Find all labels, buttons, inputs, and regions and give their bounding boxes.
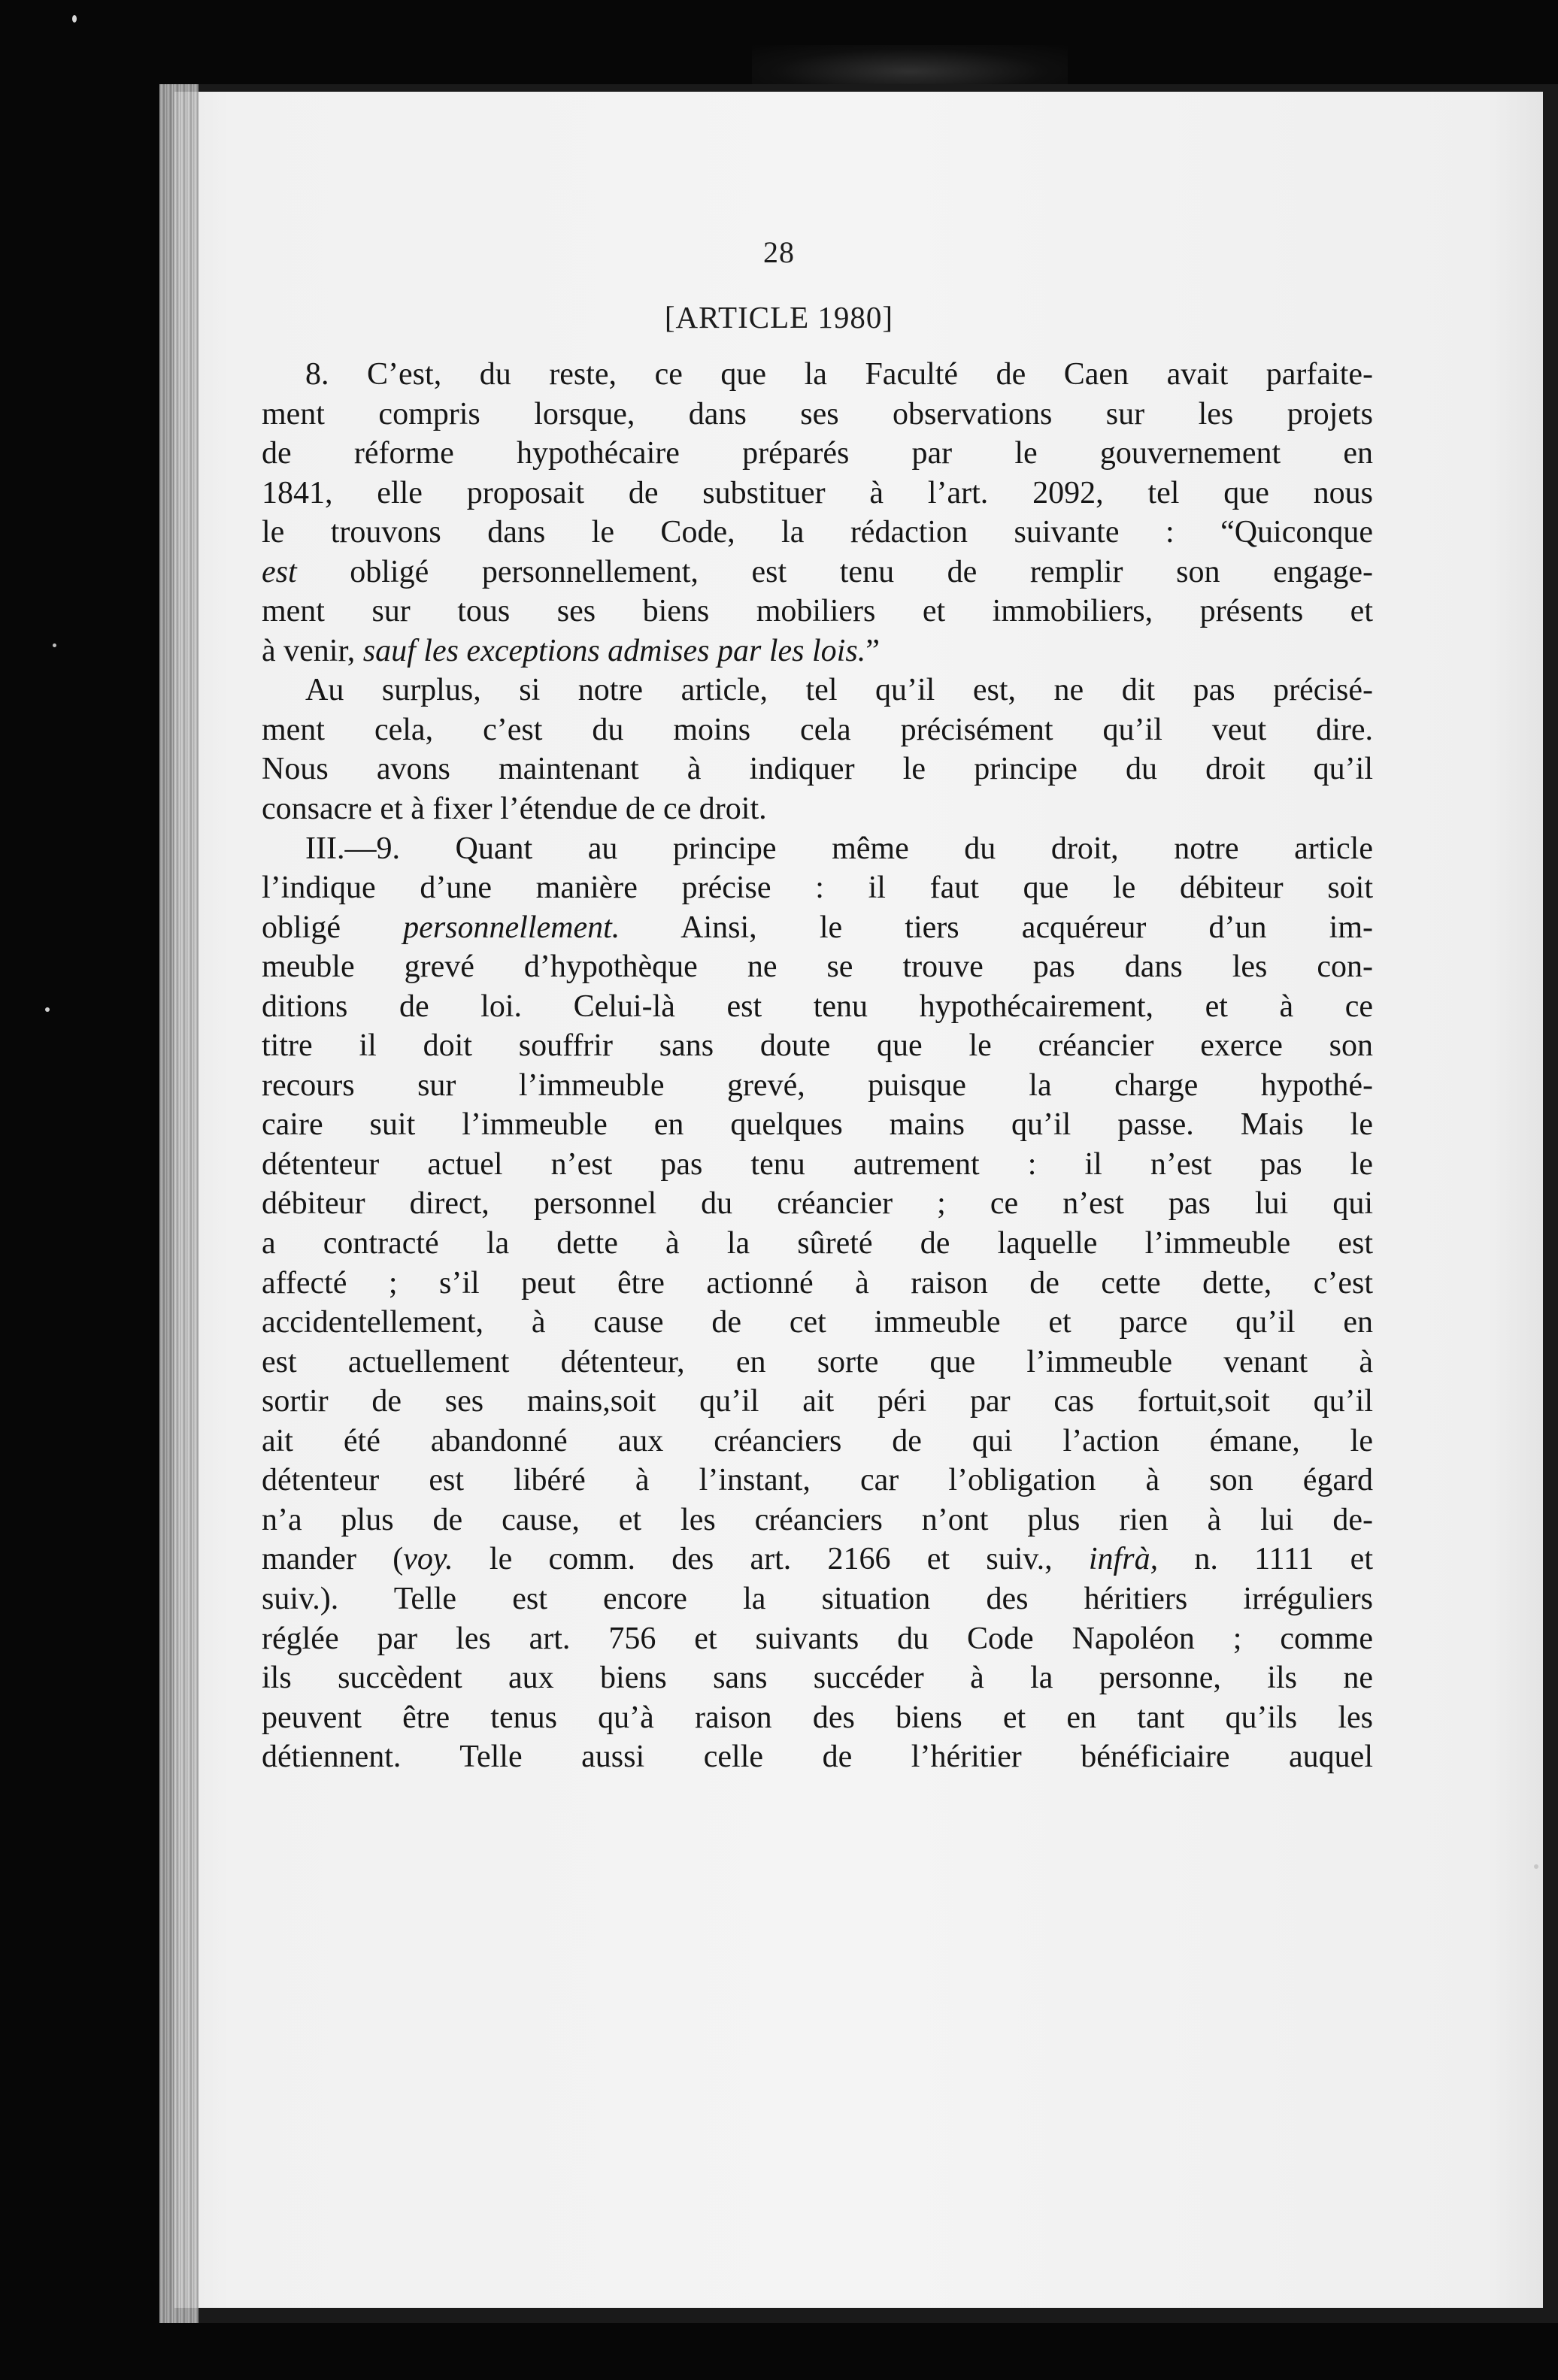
paragraph <box>262 355 1373 671</box>
text-line <box>262 553 1373 592</box>
text-segment: ” <box>865 633 880 668</box>
dust-speck <box>1534 1864 1538 1869</box>
text-segment: titre il doit souffrir sans doute que le créancier exerce son <box>262 1028 1373 1064</box>
text-segment: Nous avons maintenant à indiquer le principe du droit qu’il <box>262 752 1373 787</box>
text-line <box>262 1105 1373 1145</box>
dust-speck <box>72 15 77 23</box>
page-number: 28 <box>763 235 795 269</box>
text-segment: détenteur actuel n’est pas tenu autrement : il n’est pas le <box>262 1146 1373 1182</box>
text-segment: peuvent être tenus qu’à raison des biens et en tant qu’ils les <box>262 1700 1373 1735</box>
text-segment: ment compris lorsque, dans ses observations sur les projets <box>262 396 1373 431</box>
text-line <box>262 987 1373 1027</box>
text-segment: a contracté la dette à la sûreté de laquelle l’immeuble est <box>262 1226 1373 1261</box>
text-line <box>262 1658 1373 1698</box>
italic-text: personnellement. <box>403 910 620 945</box>
text-segment: n’a plus de cause, et les créanciers n’ont plus rien à lui de- <box>262 1502 1373 1537</box>
text-line <box>262 1540 1373 1579</box>
text-segment: suiv.). Telle est encore la situation des héritiers irréguliers <box>262 1581 1373 1616</box>
text-line <box>262 395 1373 435</box>
italic-text: est <box>262 554 297 589</box>
text-segment: meuble grevé d’hypothèque ne se trouve pas dans les con- <box>262 949 1373 985</box>
text-segment: ment sur tous ses biens mobiliers et immobiliers, présents et <box>262 594 1373 629</box>
text-segment: obligé <box>262 910 404 945</box>
text-line <box>262 1224 1373 1264</box>
text-line <box>262 474 1373 513</box>
dust-speck <box>53 643 56 647</box>
text-segment: 1841, elle proposait de substituer à l’art. 2092, tel que nous <box>262 475 1373 510</box>
text-line <box>262 1343 1373 1382</box>
text-line <box>262 1066 1373 1106</box>
text-line <box>262 1303 1373 1343</box>
text-line <box>262 1264 1373 1304</box>
text-segment: n. 1111 et <box>1158 1542 1373 1577</box>
text-segment: 8. C’est, du reste, ce que la Faculté de Caen avait parfaite- <box>305 357 1373 392</box>
text-line <box>262 1619 1373 1659</box>
text-segment: consacre et à fixer l’étendue de ce droit. <box>262 792 767 827</box>
text-segment: caire suit l’immeuble en quelques mains qu’il passe. Mais le <box>262 1107 1373 1143</box>
text-line <box>262 1382 1373 1422</box>
text-segment: ait été abandonné aux créanciers de qui l’action émane, le <box>262 1423 1373 1458</box>
text-line <box>262 592 1373 631</box>
text-line <box>262 789 1373 829</box>
text-line <box>262 1579 1373 1619</box>
text-segment: réglée par les art. 756 et suivants du Code Napoléon ; comme <box>262 1621 1373 1656</box>
text-line <box>262 355 1373 395</box>
text-segment: Ainsi, le tiers acquéreur d’un im- <box>620 910 1374 945</box>
text-segment: ment cela, c’est du moins cela précisément qu’il veut dire. <box>262 712 1373 747</box>
text-segment: obligé personnellement, est tenu de remplir son engage- <box>296 554 1373 589</box>
text-line <box>262 947 1373 987</box>
text-line <box>262 1461 1373 1500</box>
text-segment: sortir de ses mains,soit qu’il ait péri par cas fortuit,soit qu’il <box>262 1384 1373 1419</box>
text-segment: détiennent. Telle aussi celle de l’héritier bénéficiaire auquel <box>262 1740 1373 1775</box>
text-line <box>262 749 1373 789</box>
page-stack-edge <box>159 84 199 2323</box>
text-line <box>262 829 1373 869</box>
text-line <box>262 908 1373 948</box>
text-segment: à venir, <box>262 633 363 668</box>
dust-speck <box>45 1007 50 1012</box>
text-segment: ditions de loi. Celui-là est tenu hypothécairement, et à ce <box>262 989 1373 1024</box>
text-segment: ils succèdent aux biens sans succéder à la personne, ils ne <box>262 1661 1373 1696</box>
paragraph <box>262 829 1373 1777</box>
text-line <box>262 631 1373 671</box>
text-segment: détenteur est libéré à l’instant, car l’obligation à son égard <box>262 1463 1373 1498</box>
text-segment: de réforme hypothécaire préparés par le gouvernement en <box>262 436 1373 471</box>
text-line <box>262 710 1373 750</box>
italic-text: sauf les exceptions admises par les lois. <box>362 633 866 668</box>
text-line <box>262 1737 1373 1777</box>
italic-text: voy. <box>403 1542 453 1577</box>
text-segment: le comm. des art. 2166 et suiv., <box>453 1542 1089 1577</box>
text-segment: recours sur l’immeuble grevé, puisque la charge hypothé- <box>262 1067 1373 1103</box>
text-segment: Au surplus, si notre article, tel qu’il est, ne dit pas précisé- <box>305 673 1373 708</box>
text-segment: le trouvons dans le Code, la rédaction suivante : “Quiconque <box>262 515 1373 550</box>
text-segment: affecté ; s’il peut être actionné à raison de cette dette, c’est <box>262 1265 1373 1301</box>
italic-text: infrà, <box>1088 1542 1159 1577</box>
article-heading: [ARTICLE 1980] <box>664 300 894 335</box>
text-segment: accidentellement, à cause de cet immeuble et parce qu’il en <box>262 1305 1373 1340</box>
text-line <box>262 1698 1373 1738</box>
text-line <box>262 1422 1373 1461</box>
text-line <box>262 1500 1373 1540</box>
text-line <box>262 1026 1373 1066</box>
text-segment: III.—9. Quant au principe même du droit, notre article <box>305 831 1373 866</box>
text-segment: débiteur direct, personnel du créancier ; ce n’est pas lui qui <box>262 1186 1373 1222</box>
body-text <box>262 355 1373 1777</box>
text-segment: mander ( <box>262 1542 404 1577</box>
text-line <box>262 434 1373 474</box>
paragraph <box>262 671 1373 828</box>
text-line <box>262 1184 1373 1224</box>
text-segment: l’indique d’une manière précise : il faut que le débiteur soit <box>262 871 1373 906</box>
text-line <box>262 671 1373 710</box>
text-line <box>262 868 1373 908</box>
text-segment: est actuellement détenteur, en sorte que l’immeuble venant à <box>262 1344 1373 1379</box>
text-line <box>262 1145 1373 1185</box>
text-line <box>262 513 1373 553</box>
